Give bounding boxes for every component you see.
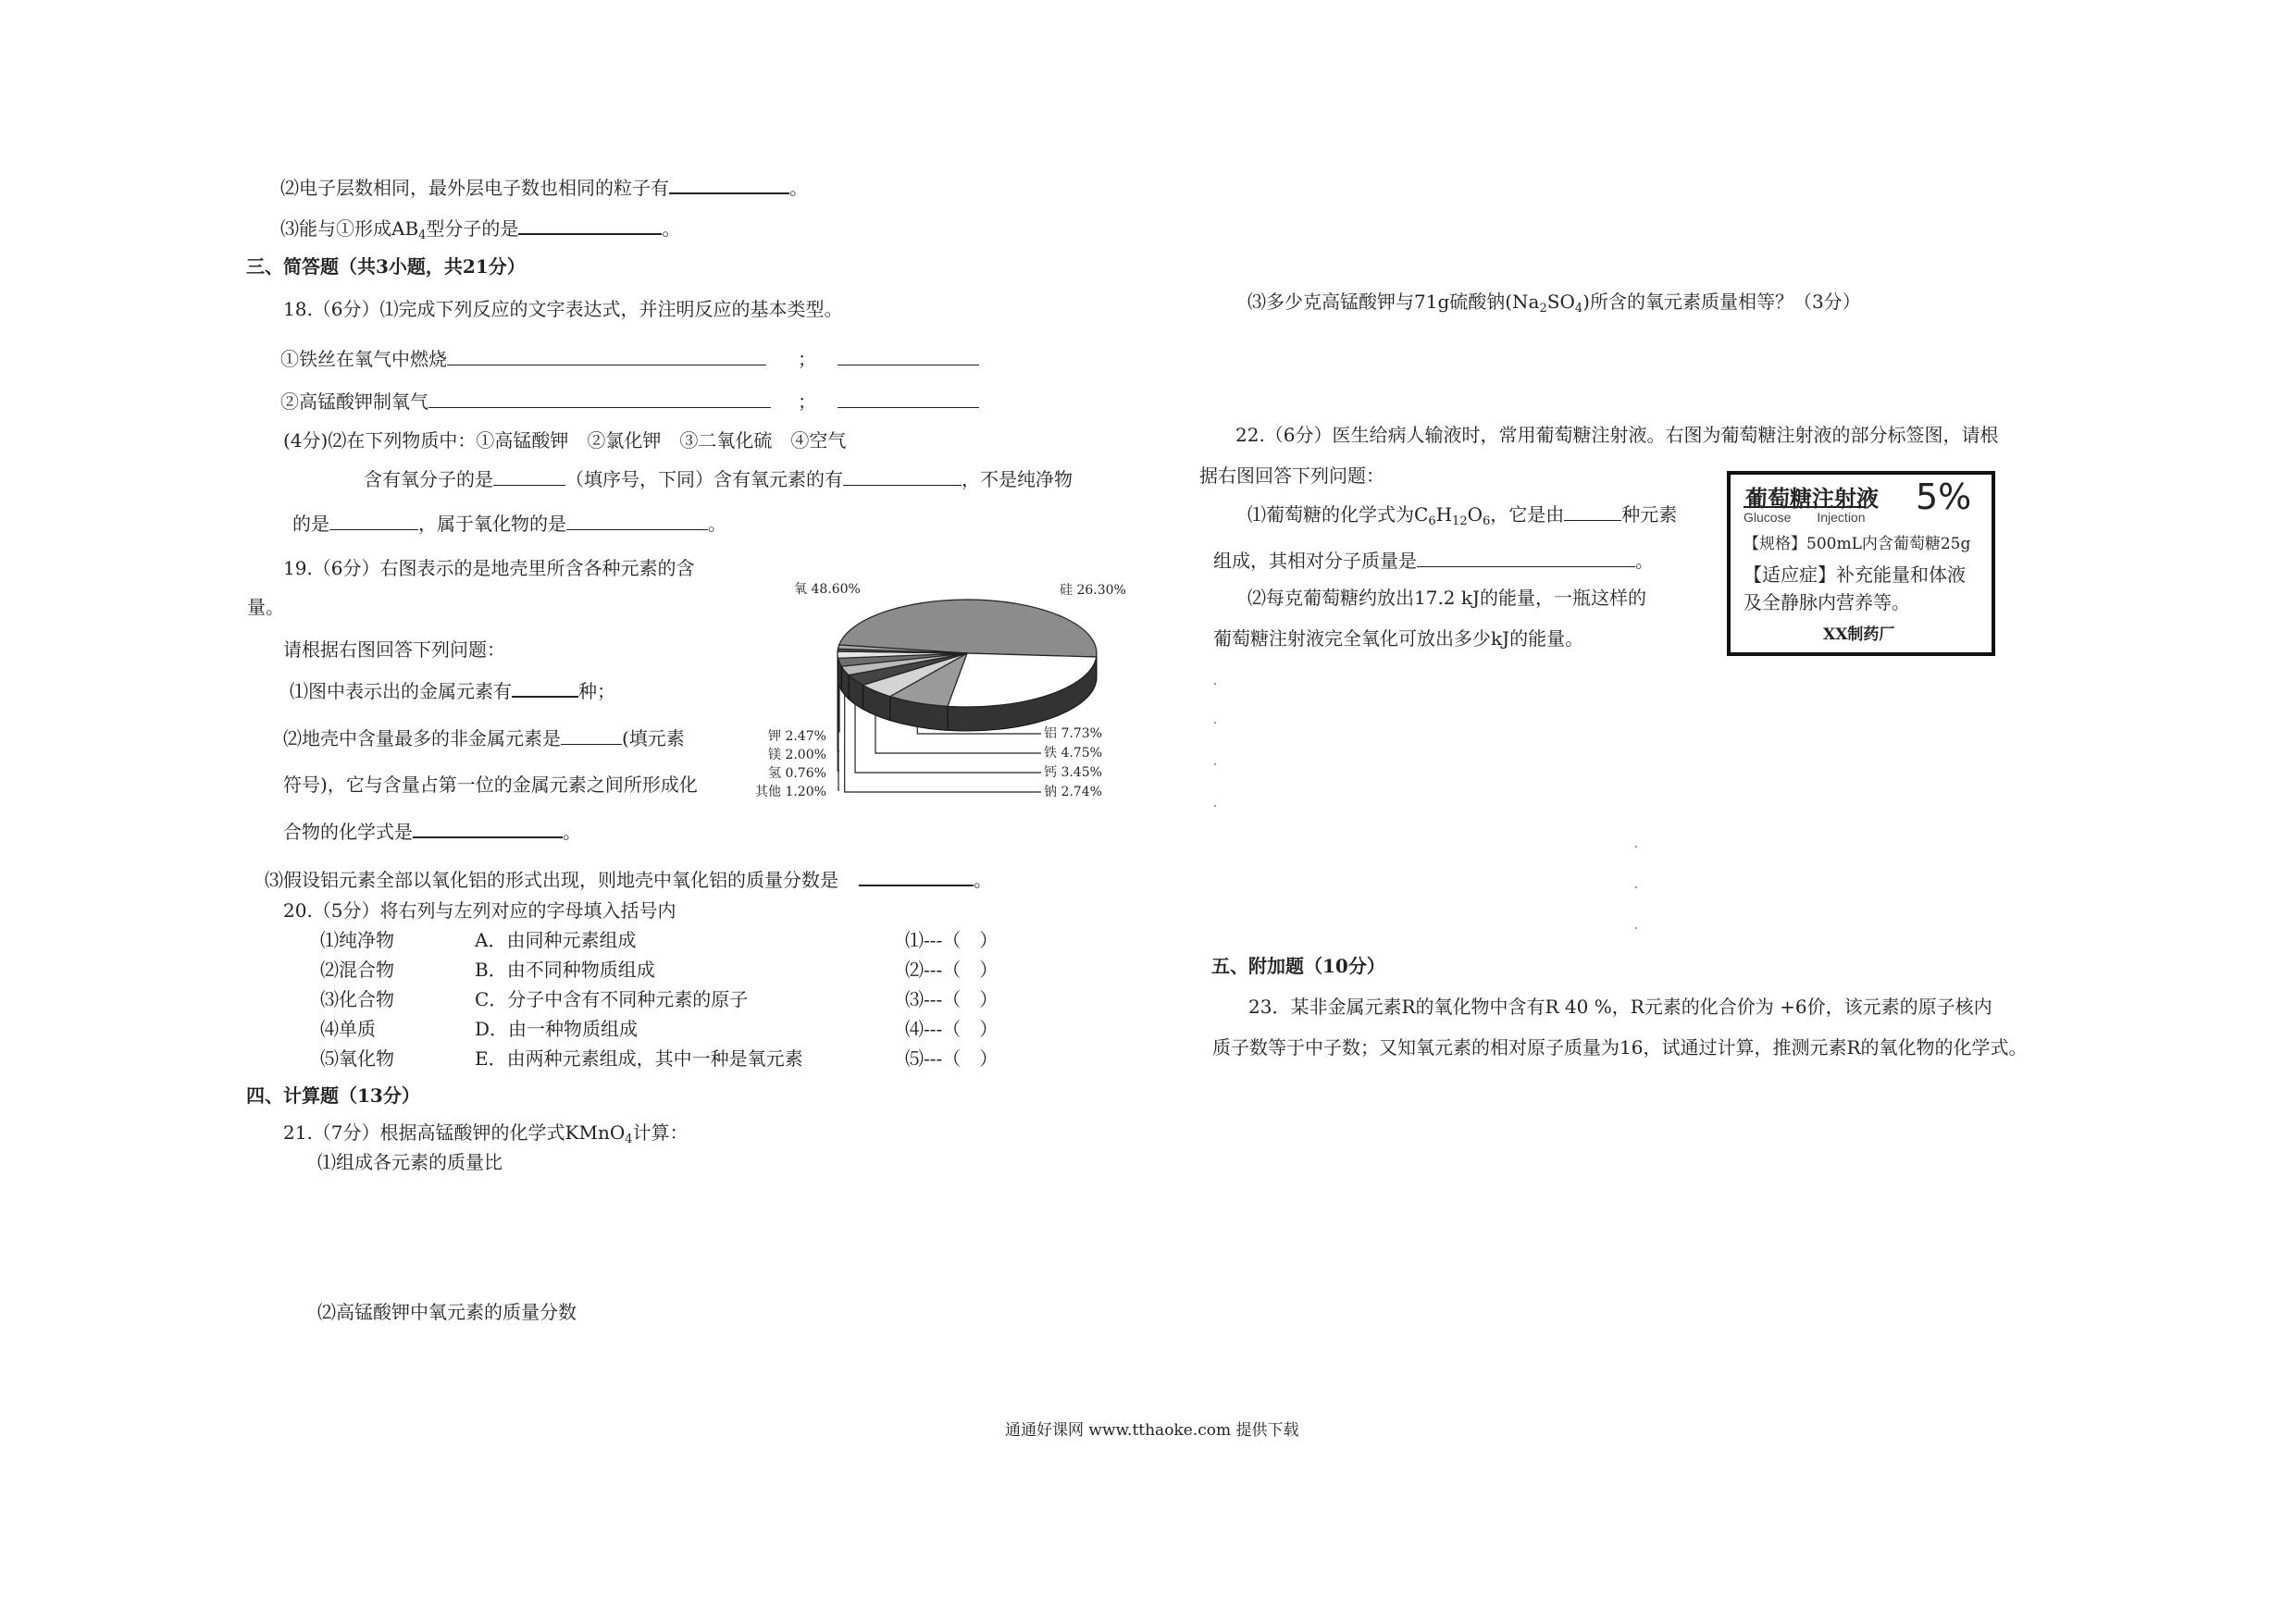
pie-label-magnesium: 镁 2.00% (768, 748, 826, 762)
label-maker: XX制药厂 (1823, 625, 1895, 644)
pie-label-aluminium: 铝 7.73% (1044, 726, 1102, 741)
q20-left-2: ⑵混合物 (320, 959, 394, 981)
q19-3: ⑶假设铝元素全部以氧化铝的形式出现，则地壳中氧化铝的质量分数是 。 (265, 866, 992, 893)
q19-1-blank[interactable] (512, 677, 578, 698)
q18-2-type-blank[interactable] (838, 389, 979, 408)
q22-1-blank[interactable] (1564, 501, 1621, 521)
q20-answer-5[interactable]: ⑸---（ ） (905, 1047, 999, 1070)
q21-heading: 21.（7分）根据高锰酸钾的化学式KMnO$_4$计算： (283, 1121, 689, 1146)
q19-2-formula-blank[interactable] (413, 818, 563, 838)
pie-top (838, 600, 1097, 707)
section-5-heading: 五、附加题（10分） (1211, 955, 1385, 977)
q20-right-1: A．由同种元素组成 (475, 929, 637, 951)
q18-1-type (838, 346, 979, 372)
q22-1: ⑴葡萄糖的化学式为$C_6H_{12}O_6$，它是由 种元素 (1247, 503, 1678, 528)
q22-1-mass-blank[interactable] (1417, 548, 1635, 567)
q21-2: ⑵高锰酸钾中氧元素的质量分数 (317, 1301, 577, 1323)
label-english: Glucose Injection (1744, 506, 1866, 526)
q19-heading-cont: 量。 (247, 596, 284, 618)
q19-2-cont: 符号)，它与含量占第一位的金属元素之间所形成化 (283, 774, 698, 796)
pie-label-oxygen: 氧 48.60% (794, 582, 861, 597)
q18-1-blank[interactable] (447, 346, 766, 365)
q17-3: ⑶能与①形成$AB_4$型分子的是 。 (280, 215, 680, 249)
q22-heading: 22.（6分）医生给病人输液时，常用葡萄糖注射液。右图为葡萄糖注射液的部分标签图，请根 (1235, 424, 1999, 446)
q21-3: ⑶多少克高锰酸钾与71g硫酸钠$(Na_2SO_4)$所含的氧元素质量相等？（3分） (1247, 291, 1861, 316)
q19-3-blank[interactable] (859, 866, 974, 886)
label-title: 葡萄糖注射液 (1745, 485, 1879, 512)
scan-dot (1635, 846, 1637, 848)
q19-heading: 19.（6分）右图表示的是地壳里所含各种元素的含 (283, 557, 695, 579)
q19-ask: 请根据右图回答下列问题： (283, 638, 505, 661)
q18-b-line2: 含有氧分子的是 （填序号，下同）含有氧元素的有 ，不是纯净物 (364, 468, 1073, 490)
q18-b-blank-3[interactable] (329, 511, 418, 530)
q20-left-1: ⑴纯净物 (320, 929, 394, 951)
pie-label-hydrogen: 氢 0.76% (768, 766, 826, 781)
q19-2: ⑵地壳中含量最多的非金属元素是 (填元素 (283, 727, 685, 749)
q18-1: ①铁丝在氧气中燃烧 (280, 346, 766, 372)
q22-heading-cont: 据右图回答下列问题： (1199, 464, 1384, 487)
label-percent: 5% (1916, 477, 1972, 517)
q20-answer-4[interactable]: ⑷---（ ） (905, 1018, 999, 1040)
q20-answer-1[interactable]: ⑴---（ ） (905, 929, 999, 951)
label-spec: 【规格】500mL内含葡萄糖25g (1744, 535, 1971, 553)
q20-heading: 20.（5分）将右列与左列对应的字母填入括号内 (283, 899, 676, 922)
q19-1: ⑴图中表示出的金属元素有 种； (290, 677, 615, 704)
q18-b-blank-4[interactable] (566, 511, 708, 530)
scan-dot (1635, 886, 1637, 888)
scan-dot (1214, 683, 1216, 685)
q20-left-3: ⑶化合物 (320, 988, 394, 1010)
q18-2: ②高锰酸钾制氧气 (280, 389, 771, 415)
q18-heading: 18.（6分）⑴完成下列反应的文字表达式，并注明反应的基本类型。 (283, 298, 843, 320)
glucose-injection-label (1727, 471, 1995, 656)
q20-answer-3[interactable]: ⑶---（ ） (905, 988, 999, 1010)
pie-label-sodium: 钠 2.74% (1044, 785, 1102, 799)
pie-label-iron: 铁 4.75% (1044, 746, 1102, 761)
q19-2-cont2: 合物的化学式是 。 (283, 818, 581, 845)
q20-right-3: C．分子中含有不同种元素的原子 (475, 988, 749, 1010)
q23-line2: 质子数等于中子数；又知氧元素的相对原子质量为16，试通过计算，推测元素R的氧化物的化学式。 (1212, 1036, 2028, 1059)
scan-dot (1214, 763, 1216, 765)
q17-3-blank[interactable] (518, 215, 662, 235)
pie-label-potassium: 钾 2.47% (768, 729, 826, 744)
pie-label-calcium: 钙 3.45% (1044, 765, 1102, 780)
q20-right-2: B．由不同种物质组成 (475, 959, 655, 981)
scan-dot (1214, 722, 1216, 724)
q22-2-cont: 葡萄糖注射液完全氧化可放出多少kJ的能量。 (1213, 627, 1584, 650)
q22-1-cont: 组成，其相对分子质量是 。 (1213, 550, 1654, 572)
q18-2-blank[interactable] (428, 389, 771, 408)
q17-2: ⑵电子层数相同，最外层电子数也相同的粒子有 。 (280, 174, 808, 201)
q18-b-blank-1[interactable] (493, 466, 565, 486)
q20-left-5: ⑸氧化物 (320, 1047, 394, 1070)
pie-label-silicon: 硅 26.30% (1060, 583, 1126, 598)
q18-b-line3: 的是 ，属于氧化物的是 。 (292, 513, 726, 535)
q23-line1: 23．某非金属元素R的氧化物中含有R 40 %，R元素的化合价为 +6价，该元素的原子核内 (1248, 996, 1992, 1018)
q18-b: (4分)⑵在下列物质中：①高锰酸钾 ②氯化钾 ③二氧化硫 ④空气 (283, 429, 847, 452)
q20-left-4: ⑷单质 (320, 1018, 376, 1040)
q20-right-4: D．由一种物质组成 (475, 1018, 639, 1040)
q19-2-blank[interactable] (561, 725, 622, 745)
q22-2: ⑵每克葡萄糖约放出17.2 kJ的能量，一瓶这样的 (1247, 587, 1647, 609)
section-3-heading: 三、简答题（共3小题，共21分） (246, 255, 526, 278)
q20-answer-2[interactable]: ⑵---（ ） (905, 959, 999, 981)
label-indication-2: 及全静脉内营养等。 (1744, 591, 1910, 613)
label-indication-1: 【适应症】补充能量和体液 (1744, 563, 1966, 586)
q17-2-blank[interactable] (669, 174, 789, 194)
q20-right-5: E．由两种元素组成，其中一种是氧元素 (475, 1047, 803, 1070)
q18-2-semicolon: ； (798, 390, 816, 413)
scan-dot (1214, 805, 1216, 807)
q18-1-semicolon: ； (798, 348, 816, 370)
q18-b-blank-2[interactable] (843, 466, 962, 486)
section-4-heading: 四、计算题（13分） (246, 1084, 420, 1107)
scan-dot (1635, 927, 1637, 929)
q18-1-type-blank[interactable] (838, 346, 979, 365)
q21-1: ⑴组成各元素的质量比 (317, 1151, 503, 1173)
page-footer: 通通好课网 www.tthaoke.com 提供下载 (1005, 1421, 1299, 1440)
q18-2-type (838, 389, 979, 415)
pie-label-other: 其他 1.20% (755, 785, 826, 799)
